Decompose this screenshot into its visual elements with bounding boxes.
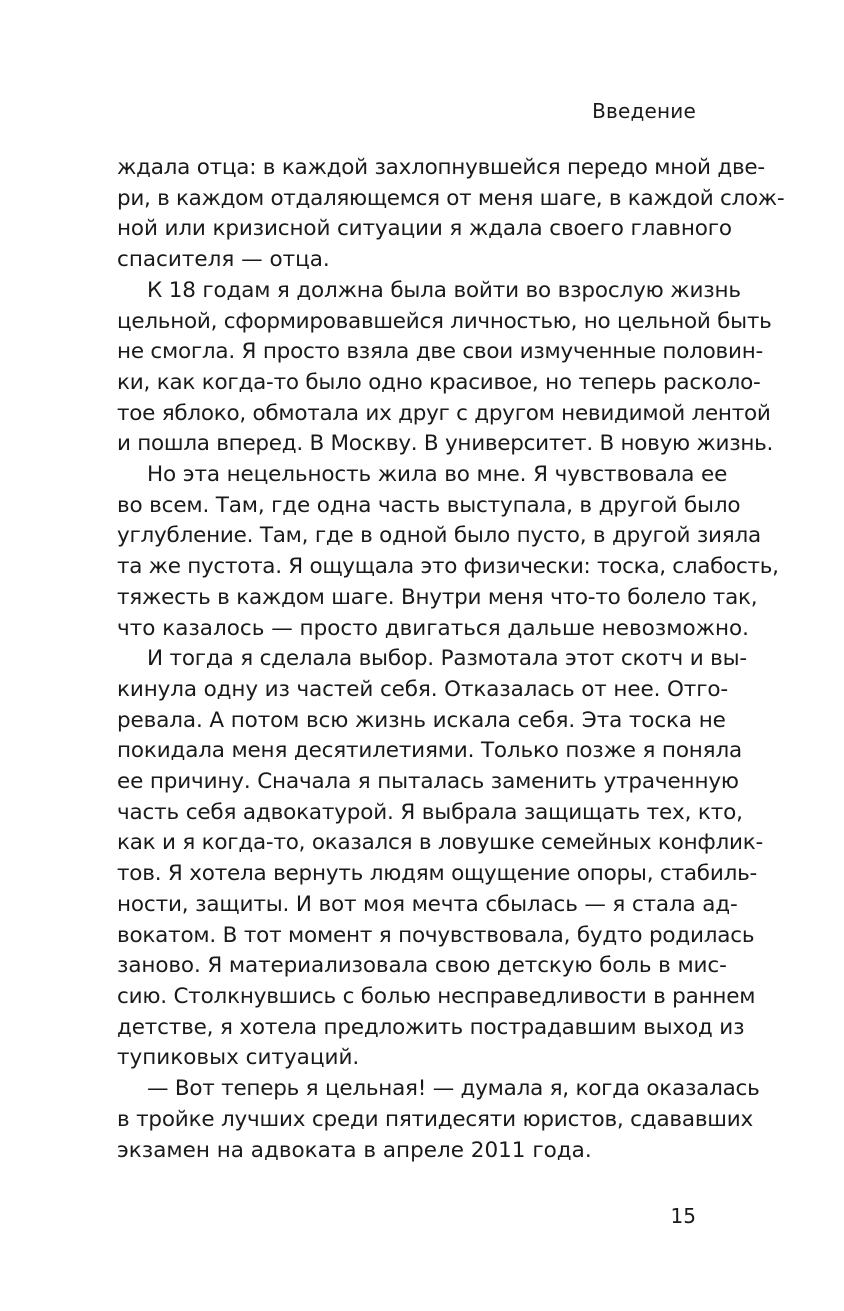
text-line: во всем. Там, где одна часть выступала, в другой было <box>117 492 741 518</box>
text-line: что казалось — просто двигаться дальше невозможно. <box>117 615 750 641</box>
paragraph <box>117 276 774 460</box>
text-line: тое яблоко, обмотала их друг с другом невидимой лентой <box>117 400 771 426</box>
text-line: ее причину. Сначала я пыталась заменить утраченную <box>117 769 739 795</box>
text-line: И тогда я сделала выбор. Размотала этот скотч и вы- <box>147 646 747 672</box>
text-line: тяжесть в каждом шаге. Внутри меня что-то болело так, <box>117 584 758 610</box>
body-text <box>117 153 785 1166</box>
text-line: кинула одну из частей себя. Отказалась от нее. Отго- <box>117 676 729 702</box>
text-line: вокатом. В тот момент я почувствовала, будто родилась <box>117 922 755 948</box>
text-line: и пошла вперед. В Москву. В университет. В новую жизнь. <box>117 431 774 457</box>
text-line: сию. Столкнувшись с болью несправедливости в раннем <box>117 983 756 1009</box>
text-line: — Вот теперь я цельная! — думала я, когда оказалась <box>147 1076 760 1102</box>
text-line: та же пустота. Я ощущала это физически: тоска, слабость, <box>117 554 779 580</box>
text-line: не смогла. Я просто взяла две свои измученные половин- <box>117 339 764 365</box>
text-line: покидала меня десятилетиями. Только позже я поняла <box>117 738 743 764</box>
paragraph <box>117 153 785 276</box>
text-line: тов. Я хотела вернуть людям ощущение опоры, стабиль- <box>117 861 758 887</box>
paragraph <box>117 1074 760 1166</box>
text-line: как и я когда-то, оказался в ловушке семейных конфлик- <box>117 830 764 856</box>
text-line: К 18 годам я должна была войти во взрослую жизнь <box>147 277 741 303</box>
text-line: ности, защиты. И вот моя мечта сбылась — я стала ад- <box>117 891 738 917</box>
text-line: часть себя адвокатурой. Я выбрала защищать тех, кто, <box>117 799 743 825</box>
text-line: заново. Я материализовала свою детскую боль в мис- <box>117 953 727 979</box>
paragraph <box>117 460 779 644</box>
text-line: Но эта нецельность жила во мне. Я чувствовала ее <box>147 462 728 488</box>
text-line: в тройке лучших среди пятидесяти юристов, сдававших <box>117 1106 754 1132</box>
paragraph <box>117 644 764 1074</box>
text-line: углубление. Там, где в одной было пусто, в другой зияла <box>117 523 761 549</box>
text-line: тупиковых ситуаций. <box>117 1045 360 1071</box>
text-line: ждала отца: в каждой захлопнувшейся передо мной две- <box>117 155 765 180</box>
text-line: спасителя — отца. <box>117 247 330 273</box>
text-line: детстве, я хотела предложить пострадавшим выход из <box>117 1014 745 1040</box>
running-head: Введение <box>592 99 696 123</box>
text-line: экзамен на адвоката в апреле 2011 года. <box>117 1137 592 1163</box>
text-line: ки, как когда-то было одно красивое, но теперь расколо- <box>117 369 761 395</box>
text-line: цельной, сформировавшейся личностью, но цельной быть <box>117 308 772 334</box>
page-number: 15 <box>670 1204 696 1228</box>
text-line: ной или кризисной ситуации я ждала своего главного <box>117 216 732 242</box>
text-line: ревала. А потом всю жизнь искала себя. Эта тоска не <box>117 707 726 733</box>
text-line: ри, в каждом отдаляющемся от меня шаге, в каждой слож- <box>117 185 785 211</box>
